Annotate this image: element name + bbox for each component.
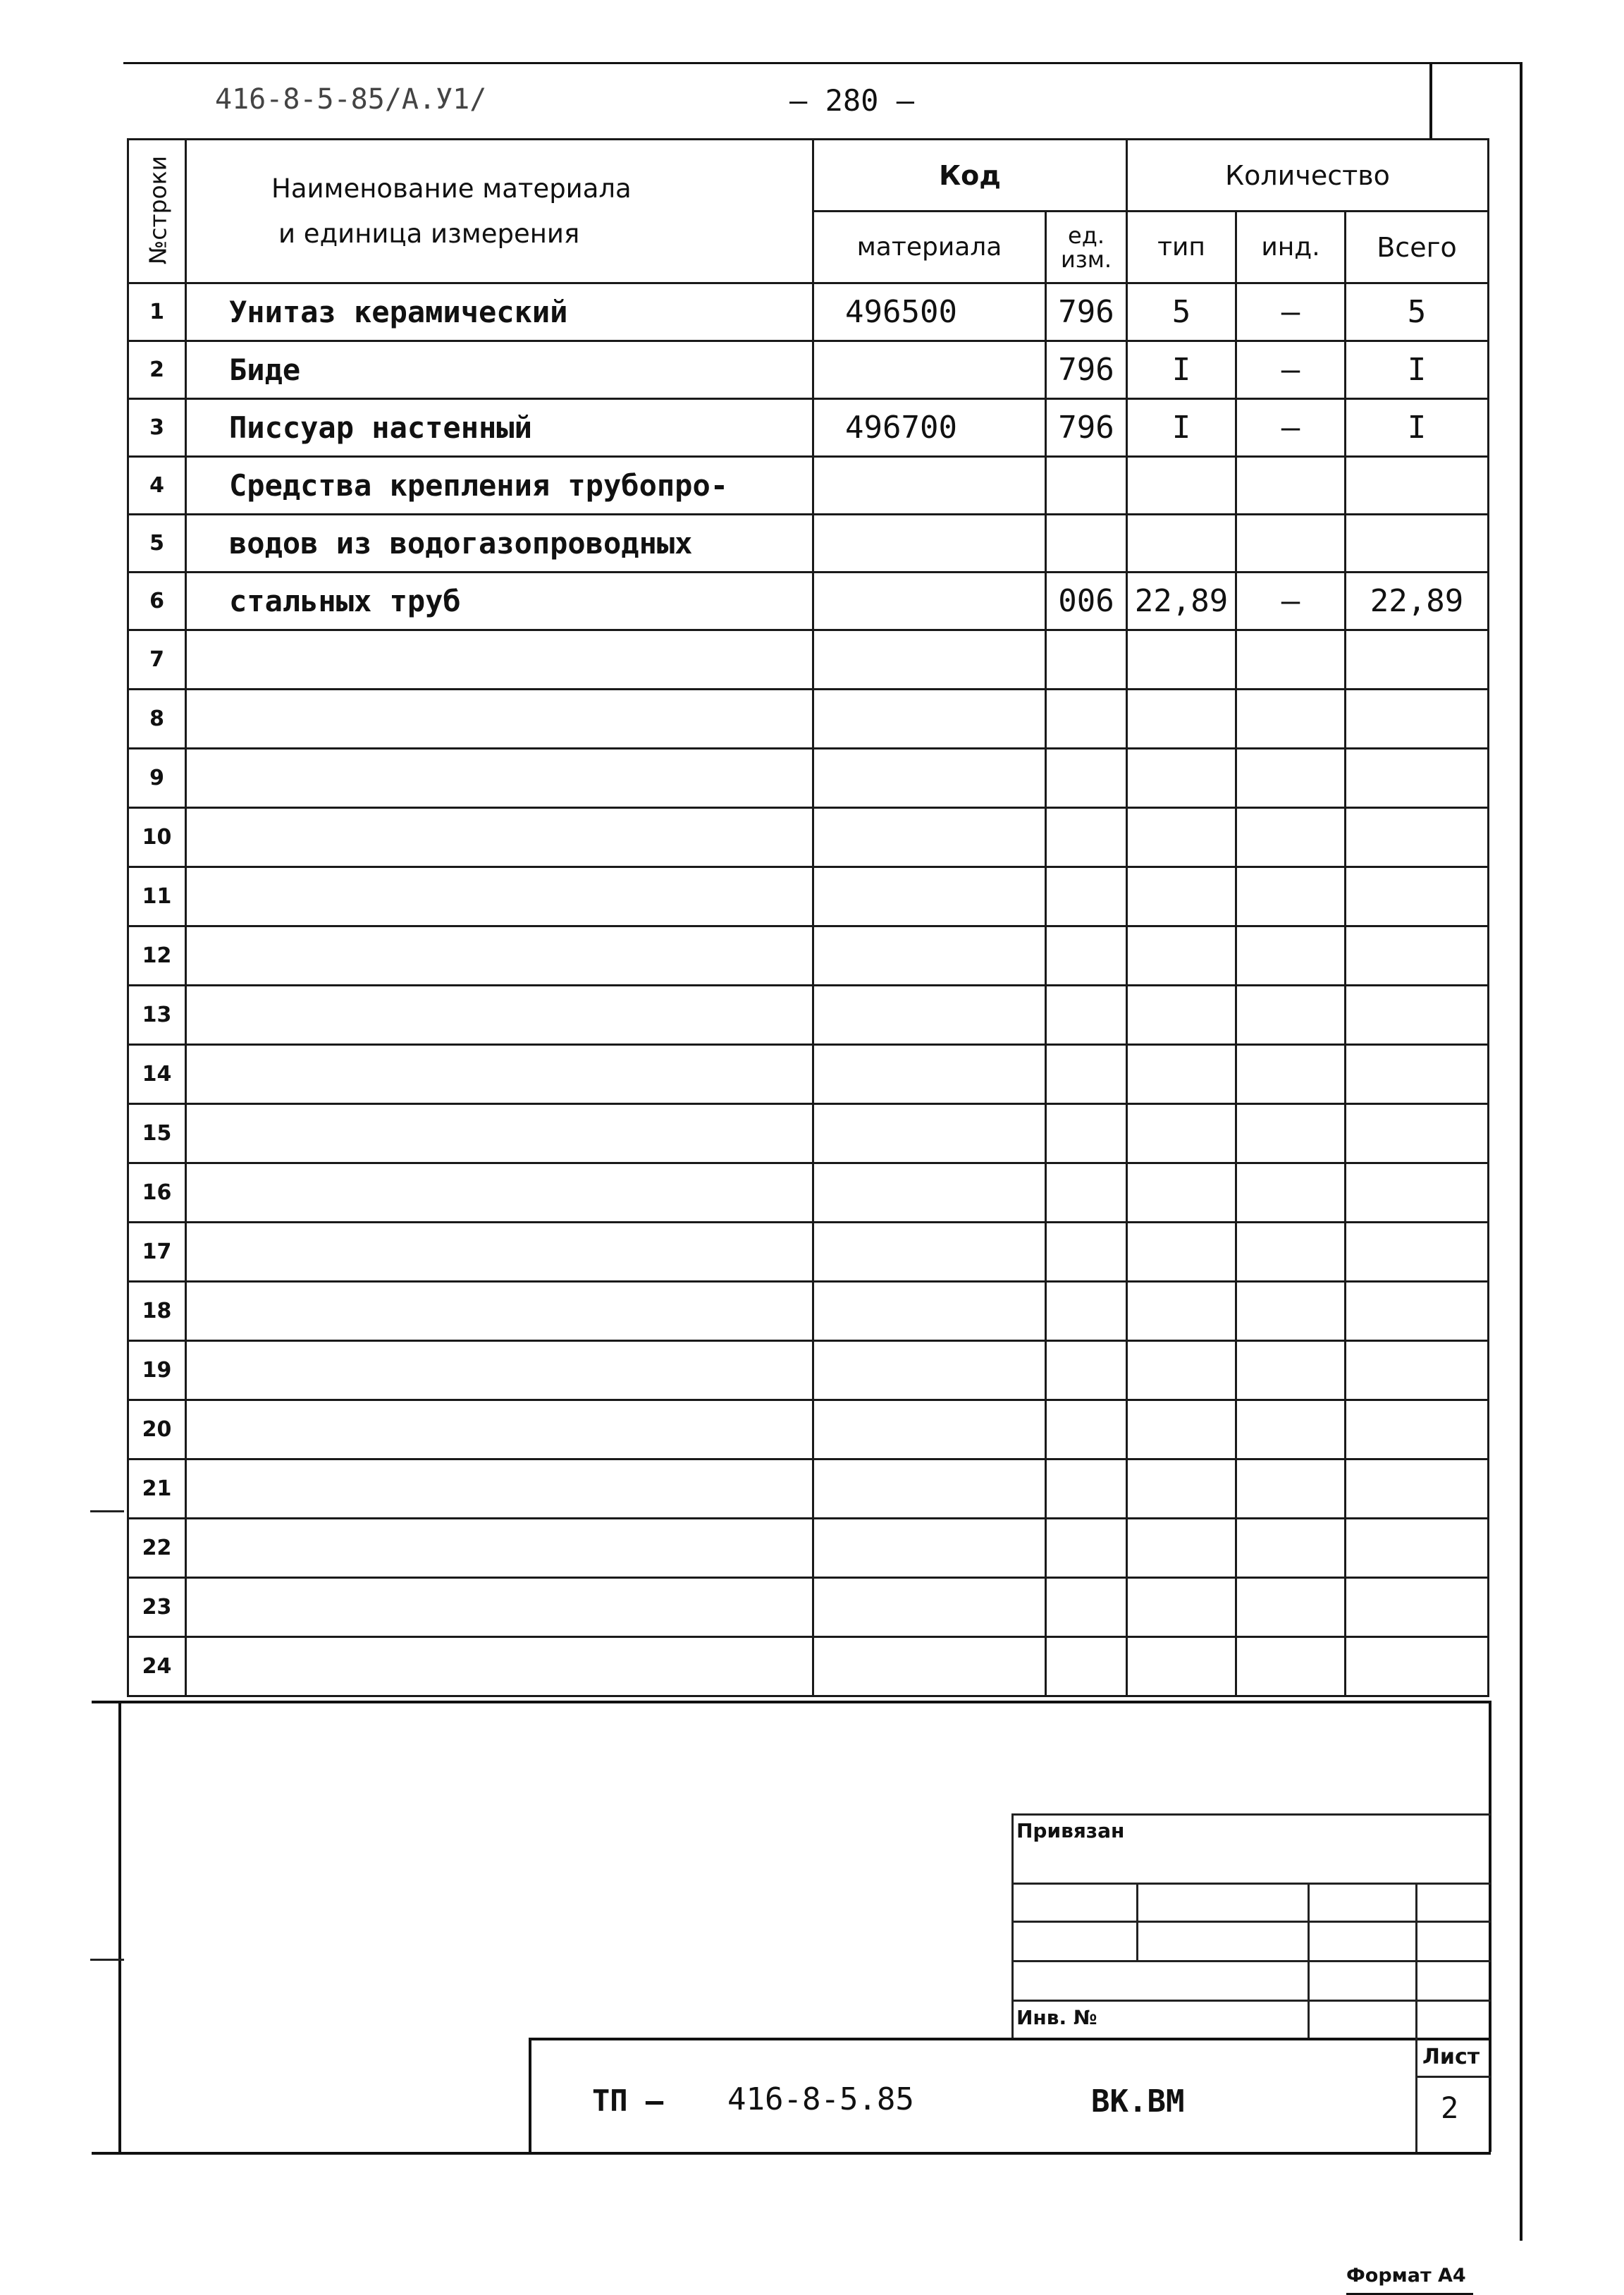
unit-code: [1046, 986, 1127, 1045]
qty-ind: [1236, 457, 1346, 515]
material-name: [186, 749, 813, 808]
material-code: [813, 1578, 1046, 1637]
qty-ind: [1236, 926, 1346, 986]
row-number: 14: [128, 1045, 186, 1104]
code-unit-header: ед. изм.: [1046, 212, 1127, 283]
qty-total: [1346, 808, 1489, 867]
qty-type: [1127, 1282, 1236, 1341]
unit-code: [1046, 1045, 1127, 1104]
qty-total: [1346, 1519, 1489, 1578]
unit-code: 796: [1046, 399, 1127, 457]
material-name: водов из водогазопроводных: [186, 515, 813, 573]
bound-label: Привязан: [1016, 1819, 1125, 1842]
table-row: [128, 1578, 1489, 1637]
qty-type: [1127, 1341, 1236, 1400]
qty-total: [1346, 457, 1489, 515]
material-name: [186, 926, 813, 986]
material-name: Средства крепления трубопро-: [186, 457, 813, 515]
row-number: 9: [128, 749, 186, 808]
qty-ind: [1236, 1637, 1346, 1696]
table-row: [128, 1163, 1489, 1223]
table-row: [128, 1223, 1489, 1282]
qty-type: [1127, 630, 1236, 690]
qty-total: [1346, 749, 1489, 808]
material-name: Унитаз керамический: [186, 283, 813, 341]
material-name: [186, 867, 813, 926]
row-number: 17: [128, 1223, 186, 1282]
material-name: [186, 1519, 813, 1578]
material-name: [186, 1400, 813, 1459]
row-number: 12: [128, 926, 186, 986]
qty-total: 22,89: [1346, 573, 1489, 630]
qty-type: [1127, 1519, 1236, 1578]
qty-total: [1346, 926, 1489, 986]
row-number: 23: [128, 1578, 186, 1637]
unit-code: [1046, 1104, 1127, 1163]
row-number-label: №строки: [144, 155, 172, 265]
qty-total: [1346, 1045, 1489, 1104]
row-number: 3: [128, 399, 186, 457]
material-code: [813, 867, 1046, 926]
sheet-number: 2: [1441, 2091, 1459, 2125]
qty-ind: [1236, 986, 1346, 1045]
qty-ind: [1236, 690, 1346, 749]
qty-ind: [1236, 1459, 1346, 1519]
table-row: [128, 690, 1489, 749]
material-name: [186, 1223, 813, 1282]
qty-ind: [1236, 630, 1346, 690]
unit-code: [1046, 690, 1127, 749]
unit-code: 006: [1046, 573, 1127, 630]
unit-code: 796: [1046, 283, 1127, 341]
qty-type: [1127, 808, 1236, 867]
qty-type: [1127, 1045, 1236, 1104]
material-name: [186, 808, 813, 867]
material-code: [813, 1045, 1046, 1104]
qty-ind: [1236, 749, 1346, 808]
row-number: 10: [128, 808, 186, 867]
material-code: [813, 1282, 1046, 1341]
material-name: [186, 1163, 813, 1223]
qty-type: I: [1127, 341, 1236, 399]
unit-code: [1046, 630, 1127, 690]
project-code: 416-8-5.85: [727, 2081, 914, 2117]
table-row: [128, 399, 1489, 457]
format-label: Формат А4: [1346, 2265, 1466, 2287]
material-code: [813, 1519, 1046, 1578]
qty-total: [1346, 1223, 1489, 1282]
qty-type: 22,89: [1127, 573, 1236, 630]
page-number: – 280 –: [789, 83, 915, 118]
qty-total: [1346, 1341, 1489, 1400]
qty-total: [1346, 1282, 1489, 1341]
table-row: [128, 1459, 1489, 1519]
qty-total: [1346, 986, 1489, 1045]
sheet-label: Лист: [1422, 2045, 1480, 2069]
table-row: [128, 867, 1489, 926]
qty-ind: [1236, 808, 1346, 867]
qty-type: [1127, 867, 1236, 926]
row-number: 7: [128, 630, 186, 690]
row-number: 21: [128, 1459, 186, 1519]
qty-ind: [1236, 1104, 1346, 1163]
material-name: стальных труб: [186, 573, 813, 630]
row-number: 1: [128, 283, 186, 341]
qty-type: I: [1127, 399, 1236, 457]
unit-code: [1046, 1459, 1127, 1519]
unit-code: [1046, 749, 1127, 808]
table-row: [128, 1400, 1489, 1459]
qty-type: 5: [1127, 283, 1236, 341]
material-name: [186, 1045, 813, 1104]
code-material-header: материала: [813, 212, 1046, 283]
table-row: [128, 1519, 1489, 1578]
unit-code: [1046, 1223, 1127, 1282]
table-row: [128, 926, 1489, 986]
material-code: [813, 986, 1046, 1045]
material-name: [186, 1282, 813, 1341]
table-row: [128, 1637, 1489, 1696]
qty-type: [1127, 1104, 1236, 1163]
qty-ind: [1236, 1045, 1346, 1104]
code-header: Код: [813, 140, 1127, 212]
qty-total: [1346, 1578, 1489, 1637]
material-code: 496500: [813, 283, 1046, 341]
qty-ind: [1236, 1519, 1346, 1578]
material-code: [813, 1223, 1046, 1282]
unit-code: [1046, 867, 1127, 926]
material-name: [186, 690, 813, 749]
material-name: [186, 1578, 813, 1637]
qty-ind: –: [1236, 573, 1346, 630]
qty-type: [1127, 926, 1236, 986]
qty-total-header: Всего: [1346, 212, 1489, 283]
table-row: [128, 515, 1489, 573]
unit-code: [1046, 1519, 1127, 1578]
table-row: [128, 457, 1489, 515]
table-row: [128, 1341, 1489, 1400]
qty-type: [1127, 1637, 1236, 1696]
row-number: 22: [128, 1519, 186, 1578]
unit-code: [1046, 515, 1127, 573]
material-name: Биде: [186, 341, 813, 399]
unit-code: [1046, 1637, 1127, 1696]
qty-type: [1127, 1459, 1236, 1519]
unit-code: [1046, 1341, 1127, 1400]
table-row: [128, 1045, 1489, 1104]
material-code: [813, 515, 1046, 573]
material-name: [186, 630, 813, 690]
material-name-header: Наименование материала и единица измерения: [186, 140, 813, 283]
row-number: 8: [128, 690, 186, 749]
row-number: 5: [128, 515, 186, 573]
qty-ind: [1236, 1223, 1346, 1282]
material-name: [186, 1459, 813, 1519]
unit-code: [1046, 1400, 1127, 1459]
unit-code: 796: [1046, 341, 1127, 399]
qty-type: [1127, 1163, 1236, 1223]
material-spec-table: [127, 138, 1489, 1697]
qty-ind-header: инд.: [1236, 212, 1346, 283]
material-code: [813, 690, 1046, 749]
row-number: 15: [128, 1104, 186, 1163]
material-name: Писсуар настенный: [186, 399, 813, 457]
material-code: [813, 341, 1046, 399]
qty-ind: –: [1236, 283, 1346, 341]
qty-ind: [1236, 1163, 1346, 1223]
row-number: 4: [128, 457, 186, 515]
qty-ind: [1236, 1400, 1346, 1459]
qty-total: [1346, 630, 1489, 690]
qty-ind: [1236, 515, 1346, 573]
material-code: [813, 1163, 1046, 1223]
table-row: [128, 573, 1489, 630]
qty-ind: –: [1236, 341, 1346, 399]
qty-type: [1127, 457, 1236, 515]
quantity-header: Количество: [1127, 140, 1489, 212]
table-row: [128, 341, 1489, 399]
row-number: 13: [128, 986, 186, 1045]
unit-code: [1046, 1163, 1127, 1223]
unit-code: [1046, 1282, 1127, 1341]
qty-type: [1127, 690, 1236, 749]
qty-total: [1346, 867, 1489, 926]
qty-type: [1127, 986, 1236, 1045]
table-row: [128, 986, 1489, 1045]
qty-total: [1346, 690, 1489, 749]
row-number: 16: [128, 1163, 186, 1223]
row-number: 18: [128, 1282, 186, 1341]
material-name: [186, 1637, 813, 1696]
row-number: 2: [128, 341, 186, 399]
qty-ind: [1236, 1282, 1346, 1341]
qty-type: [1127, 1578, 1236, 1637]
material-name: [186, 1341, 813, 1400]
qty-ind: [1236, 1341, 1346, 1400]
row-number: 6: [128, 573, 186, 630]
table-row: [128, 749, 1489, 808]
table-row: [128, 630, 1489, 690]
material-code: [813, 926, 1046, 986]
material-name: [186, 986, 813, 1045]
material-code: [813, 573, 1046, 630]
qty-total: [1346, 1637, 1489, 1696]
qty-ind: –: [1236, 399, 1346, 457]
table-row: [128, 283, 1489, 341]
qty-type-header: тип: [1127, 212, 1236, 283]
row-number: 11: [128, 867, 186, 926]
row-number: 19: [128, 1341, 186, 1400]
table-row: [128, 1104, 1489, 1163]
material-code: [813, 630, 1046, 690]
qty-type: [1127, 515, 1236, 573]
qty-type: [1127, 749, 1236, 808]
inventory-number-label: Инв. №: [1016, 2006, 1097, 2029]
qty-total: [1346, 1400, 1489, 1459]
material-code: [813, 1400, 1046, 1459]
unit-code: [1046, 808, 1127, 867]
unit-code: [1046, 926, 1127, 986]
qty-ind: [1236, 1578, 1346, 1637]
document-reference: 416-8-5-85/А.У1/: [215, 83, 487, 116]
material-code: [813, 457, 1046, 515]
row-number: 24: [128, 1637, 186, 1696]
qty-total: [1346, 1459, 1489, 1519]
material-code: [813, 749, 1046, 808]
material-code: [813, 1104, 1046, 1163]
section-code: ВК.ВМ: [1091, 2083, 1185, 2119]
qty-total: I: [1346, 399, 1489, 457]
material-code: [813, 1341, 1046, 1400]
qty-total: I: [1346, 341, 1489, 399]
qty-ind: [1236, 867, 1346, 926]
material-code: 496700: [813, 399, 1046, 457]
unit-code: [1046, 1578, 1127, 1637]
row-number: 20: [128, 1400, 186, 1459]
material-code: [813, 1459, 1046, 1519]
tp-prefix: ТП –: [592, 2083, 664, 2118]
table-row: [128, 1282, 1489, 1341]
qty-total: [1346, 1104, 1489, 1163]
qty-total: 5: [1346, 283, 1489, 341]
unit-code: [1046, 457, 1127, 515]
material-code: [813, 1637, 1046, 1696]
qty-type: [1127, 1223, 1236, 1282]
material-name: [186, 1104, 813, 1163]
material-code: [813, 808, 1046, 867]
qty-type: [1127, 1400, 1236, 1459]
qty-total: [1346, 515, 1489, 573]
qty-total: [1346, 1163, 1489, 1223]
table-row: [128, 808, 1489, 867]
